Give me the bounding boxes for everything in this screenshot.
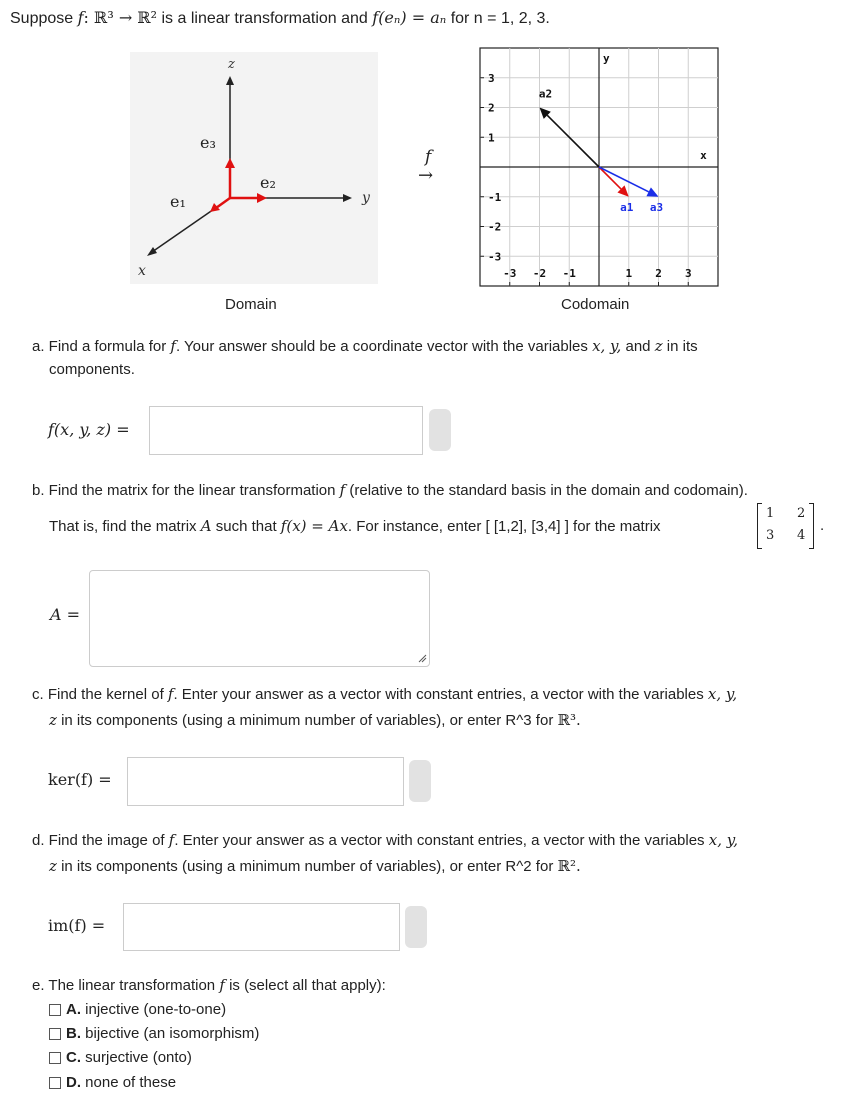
- x-axis-label: x: [138, 263, 146, 279]
- option-c-label[interactable]: C. surjective (onto): [66, 1049, 192, 1066]
- codomain-figure: [478, 47, 720, 288]
- formula-preview-button[interactable]: [429, 409, 451, 451]
- part-c-prompt: c. Find the kernel of f. Enter your answer as a vector with constant entries, a vector with the variables x, y,: [32, 685, 738, 703]
- image-preview-button[interactable]: [405, 906, 427, 948]
- formula-input[interactable]: [149, 406, 423, 455]
- matrix-entry: 2: [797, 506, 806, 521]
- part-b-label: A =: [50, 605, 81, 624]
- matrix-textarea[interactable]: [89, 570, 430, 667]
- x-tick-label: -2: [532, 267, 547, 280]
- part-d-prompt: d. Find the image of f. Enter your answer as a vector with constant entries, a vector with the variables x, y,: [32, 831, 738, 849]
- part-c-prompt-line2: z in its components (using a minimum number of variables), or enter R^3 for ℝ³.: [49, 711, 581, 729]
- part-a-prompt: a. Find a formula for f. Your answer should be a coordinate vector with the variables x, y, and z in its: [32, 337, 698, 355]
- matrix-left-bracket: [757, 503, 762, 549]
- option-a-checkbox[interactable]: [49, 1004, 61, 1016]
- y-tick-label: 3: [488, 71, 495, 85]
- option-d-label[interactable]: D. none of these: [66, 1074, 177, 1091]
- part-a-label: f(x, y, z) =: [48, 420, 130, 439]
- y-tick-label: 2: [488, 101, 495, 115]
- part-d-prompt-line2: z in its components (using a minimum number of variables), or enter R^2 for ℝ².: [49, 857, 581, 875]
- matrix-right-bracket: [809, 503, 814, 549]
- y-tick-label: -1: [488, 190, 502, 204]
- e2-label: e₂: [260, 173, 276, 192]
- e3-label: e₃: [200, 133, 216, 152]
- option-a-label[interactable]: A. injective (one-to-one): [66, 1001, 227, 1018]
- codomain-x-axis-label: x: [700, 149, 707, 162]
- vector-a1-label: a1: [620, 200, 634, 214]
- vector-a3-label: a3: [649, 200, 664, 214]
- x-tick-label: 3: [684, 267, 692, 280]
- option-b-checkbox[interactable]: [49, 1028, 61, 1040]
- option-b-label[interactable]: B. bijective (an isomorphism): [66, 1025, 260, 1042]
- y-axis-label: y: [362, 190, 370, 206]
- part-c-label: ker(f) =: [48, 770, 112, 789]
- part-e-prompt: e. The linear transformation f is (select all that apply):: [32, 976, 386, 994]
- y-tick-label: 1: [488, 131, 495, 145]
- kernel-input[interactable]: [127, 757, 404, 806]
- e1-label: e₁: [170, 192, 186, 211]
- matrix-entry: 3: [766, 528, 775, 543]
- part-b-prompt-line2: That is, find the matrix A such that f(x) = Ax. For instance, enter [ [1,2], [3,4] ] for the matrix: [49, 517, 661, 535]
- resize-handle-icon[interactable]: [417, 653, 427, 663]
- x-tick-label: -1: [562, 267, 576, 280]
- kernel-preview-button[interactable]: [409, 760, 431, 802]
- map-label: f: [425, 147, 432, 167]
- part-a-prompt-line2: components.: [49, 361, 135, 378]
- matrix-period: .: [820, 517, 825, 534]
- option-c-checkbox[interactable]: [49, 1052, 61, 1064]
- vector-a2-label: a2: [538, 87, 553, 101]
- part-b-prompt: b. Find the matrix for the linear transformation f (relative to the standard basis in the domain and codomain).: [32, 481, 748, 499]
- x-tick-label: 2: [655, 267, 662, 280]
- domain-figure: [130, 50, 380, 285]
- x-tick-label: -3: [503, 267, 517, 280]
- part-d-label: im(f) =: [48, 916, 106, 935]
- z-axis-label: z: [228, 57, 235, 72]
- matrix-entry: 4: [797, 528, 806, 543]
- codomain-y-axis-label: y: [603, 52, 610, 65]
- matrix-entry: 1: [766, 506, 775, 521]
- problem-statement: Suppose f: ℝ³ → ℝ² is a linear transformation and f(eₙ) = aₙ for n = 1, 2, 3.: [10, 8, 550, 27]
- x-tick-label: 1: [625, 267, 633, 280]
- image-input[interactable]: [123, 903, 400, 951]
- y-tick-label: -3: [488, 250, 502, 264]
- y-tick-label: -2: [488, 220, 502, 234]
- codomain-caption: Codomain: [561, 296, 630, 313]
- domain-background: [130, 52, 378, 284]
- domain-caption: Domain: [225, 296, 277, 313]
- map-arrow: →: [418, 165, 434, 186]
- example-matrix: [757, 503, 819, 549]
- option-d-checkbox[interactable]: [49, 1077, 61, 1089]
